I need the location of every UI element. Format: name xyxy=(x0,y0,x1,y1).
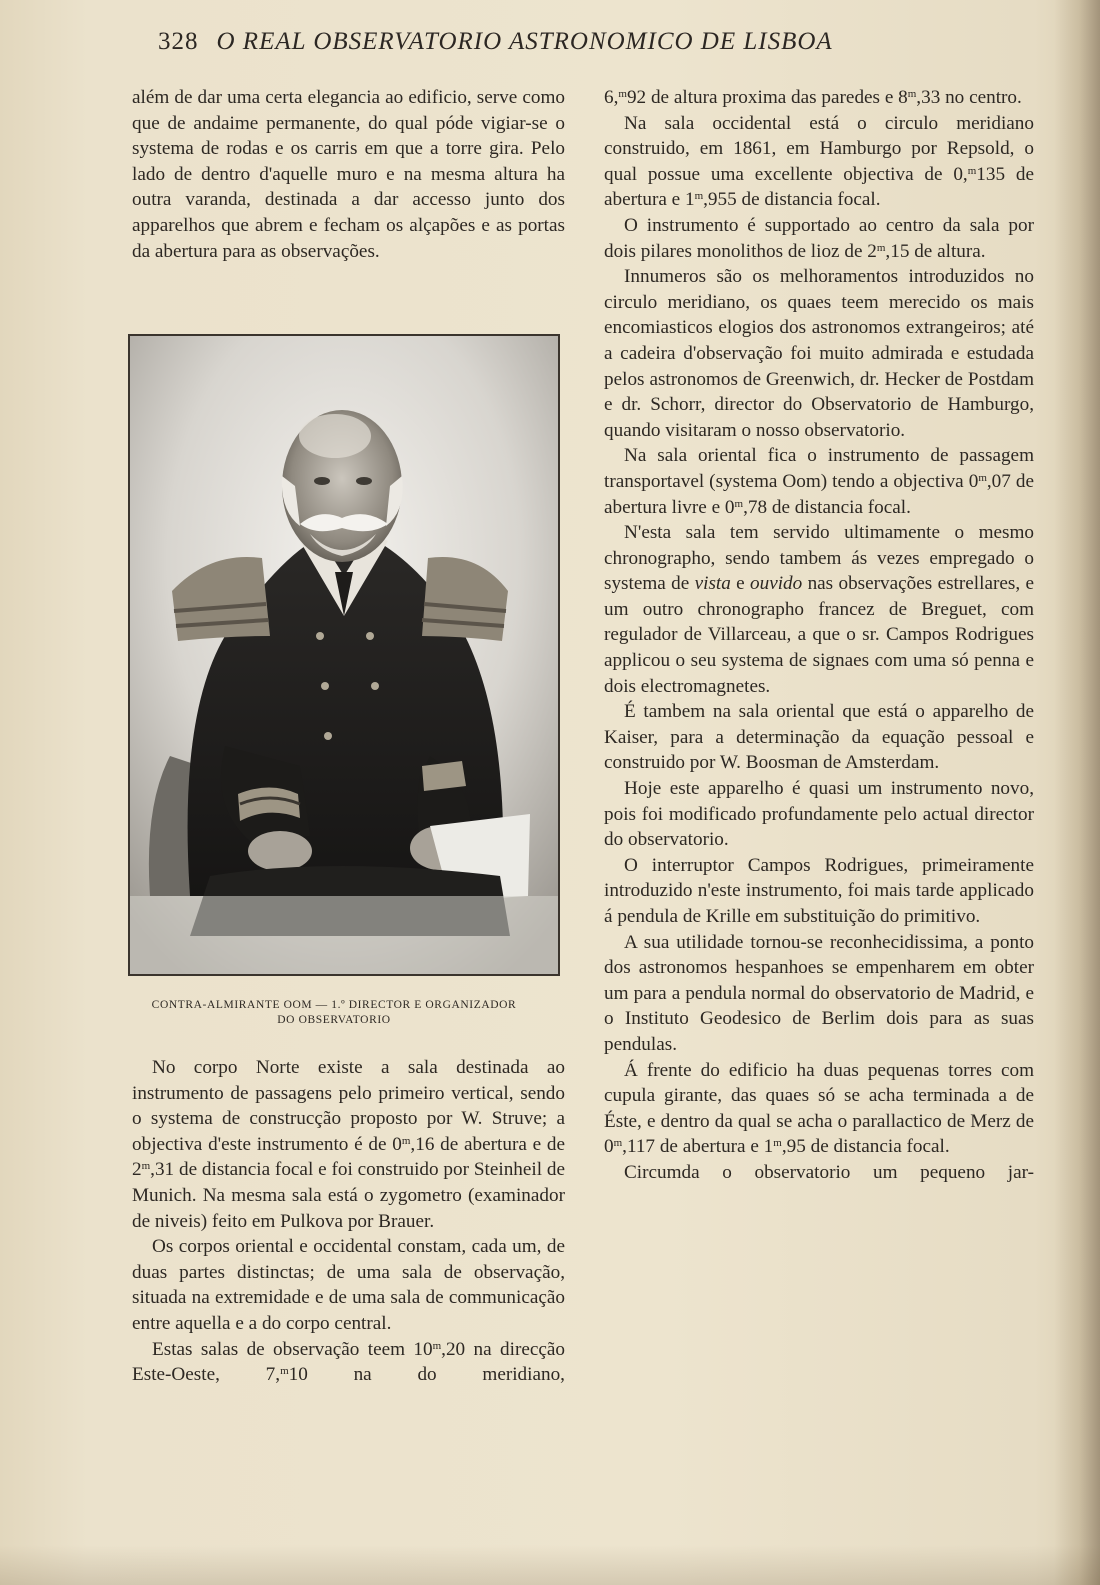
paragraph: N'esta sala tem servido ultimamente o mesmo chronographo, sendo tambem ás vezes empregado o systema de vista e ouvido nas observações estrellares, e um outro chronographo francez de Breguet, com regulador de Villarceau, a que o sr. Campos Rodrigues applicou o seu systema de signaes com uma só penna e dois electromagnetes. xyxy=(604,522,1034,697)
right-column xyxy=(604,85,1034,1186)
paragraph: Á frente do edificio ha duas pequenas torres com cupula girante, das quaes só se acha terminada a de Éste, e dentro da qual se acha o parallactico de Merz de 0$^m$,117 de abertura e 1$^m$,95 de distancia focal. xyxy=(604,1059,1034,1158)
paragraph: É tambem na sala oriental que está o apparelho de Kaiser, para a determinação da equação pessoal e construido por W. Boosman de Amsterdam. xyxy=(604,701,1034,774)
caption-line: DO OBSERVATORIO xyxy=(277,1014,391,1026)
paragraph: Os corpos oriental e occidental constam, cada um, de duas partes distinctas; de uma sala de observação, situada na extremidade e de uma sala de communicação entre aquella e a do corpo central. xyxy=(132,1236,565,1334)
paragraph: A sua utilidade tornou-se reconhecidissima, a ponto dos astronomos hespanhoes se empenharem em obter um para a pendula normal do observatorio de Madrid, e o Instituto Geodesico de Berlim dois para as suas pendulas. xyxy=(604,931,1034,1055)
caption-line: CONTRA-ALMIRANTE OOM — 1.º DIRECTOR E ORGANIZADOR xyxy=(151,999,517,1011)
page-number: 328 xyxy=(158,28,199,55)
paragraph: O instrumento é supportado ao centro da sala por dois pilares monolithos de lioz de 2$^m$,15 de altura. xyxy=(604,214,1034,262)
paragraph: Estas salas de observação teem 10$^m$,20 na direcção Este-Oeste, 7,$^m$10 na do meridiano, xyxy=(132,1338,565,1386)
paragraph: O interruptor Campos Rodrigues, primeiramente introduzido n'este instrumento, foi mais tarde applicado á pendula de Krille em substituição do primitivo. xyxy=(604,854,1034,927)
paragraph: Hoje este apparelho é quasi um instrumento novo, pois foi modificado profundamente pelo actual director do observatorio. xyxy=(604,778,1034,851)
portrait-illustration xyxy=(130,336,558,974)
paragraph: Na sala oriental fica o instrumento de passagem transportavel (systema Oom) tendo a objectiva 0$^m$,07 de abertura livre e 0$^m$,78 de distancia focal. xyxy=(604,445,1034,518)
running-title: O REAL OBSERVATORIO ASTRONOMICO DE LISBOA xyxy=(216,28,833,55)
paragraph: 6,$^m$92 de altura proxima das paredes e 8$^m$,33 no centro. xyxy=(604,87,1022,108)
paragraph: Na sala occidental está o circulo meridiano construido, em 1861, em Hamburgo por Repsold, o qual possue uma excellente objectiva de 0,$^m$135 de abertura e 1$^m$,955 de distancia focal. xyxy=(604,112,1034,211)
paragraph: além de dar uma certa elegancia ao edificio, serve como que de andaime permanente, do qual póde vigiar-se o systema de rodas e os carris em que a torre gira. Pelo lado de dentro d'aquelle muro e na mesma altura ha outra varanda, destinada a dar accesso junto dos apparelhos que abrem e fecham os alçapões e as portas da abertura para as observações. xyxy=(132,87,565,262)
paragraph: Innumeros são os melhoramentos introduzidos no circulo meridiano, os quaes teem merecido os mais encomiasticos elogios dos astronomos extrangeiros; até a cadeira d'observação foi muito admirada e estudada pelos astronomos de Greenwich, dr. Hecker de Postdam e dr. Schorr, director do Observatorio de Hamburgo, quando visitaram o nosso observatorio. xyxy=(604,266,1034,441)
page-bottom-shadow xyxy=(0,1545,1100,1585)
left-column-top xyxy=(132,85,565,264)
left-column-bottom xyxy=(132,1055,565,1388)
figure-caption xyxy=(128,998,540,1028)
running-header xyxy=(158,28,958,56)
paragraph: No corpo Norte existe a sala destinada ao instrumento de passagens pelo primeiro vertical, sendo o systema de construcção proposto por W. Struve; a objectiva d'este instrumento é de 0$^m$,16 de abertura e de 2$^m$,31 de distancia focal e foi construido por Steinheil de Munich. Na mesma sala está o zygometro (examinador de niveis) feito em Pulkova por Brauer. xyxy=(132,1057,565,1232)
paragraph: Circumda o observatorio um pequeno jar- xyxy=(624,1161,1034,1183)
page-edge-shadow xyxy=(1054,0,1100,1585)
portrait-photo xyxy=(128,334,560,976)
